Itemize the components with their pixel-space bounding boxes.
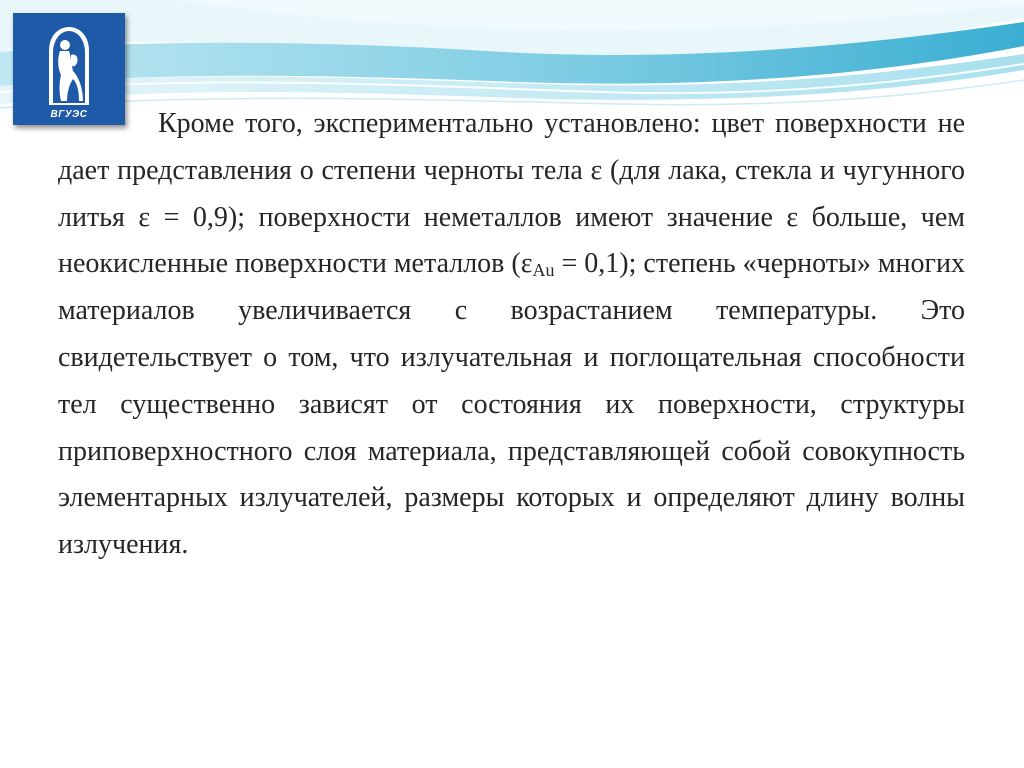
logo-label: ВГУЭС: [50, 109, 88, 120]
paragraph-segment-1: Кроме того, экспериментально установлено: цвет поверхности не дает представления о степени черноты тела ε (для лака, стекла и чугунного литья ε = 0,9); поверхности неметаллов имеют значение ε больше, чем неокисленные поверхности металлов (ε: [58, 108, 965, 280]
body-paragraph: [58, 101, 965, 569]
paragraph-segment-2: = 0,1); степень «черноты» многих материалов увеличивается с возрастанием температуры. Это свидетельствует о том, что излучательная и поглощательная способности тел существенно зависят от состояния их поверхности, структуры приповерхностного слоя материала, представляющей собой совокупность элементарных излучателей, размеры которых и определяют длину волны излучения.: [58, 248, 966, 561]
gold-subscript: Au: [532, 260, 555, 281]
